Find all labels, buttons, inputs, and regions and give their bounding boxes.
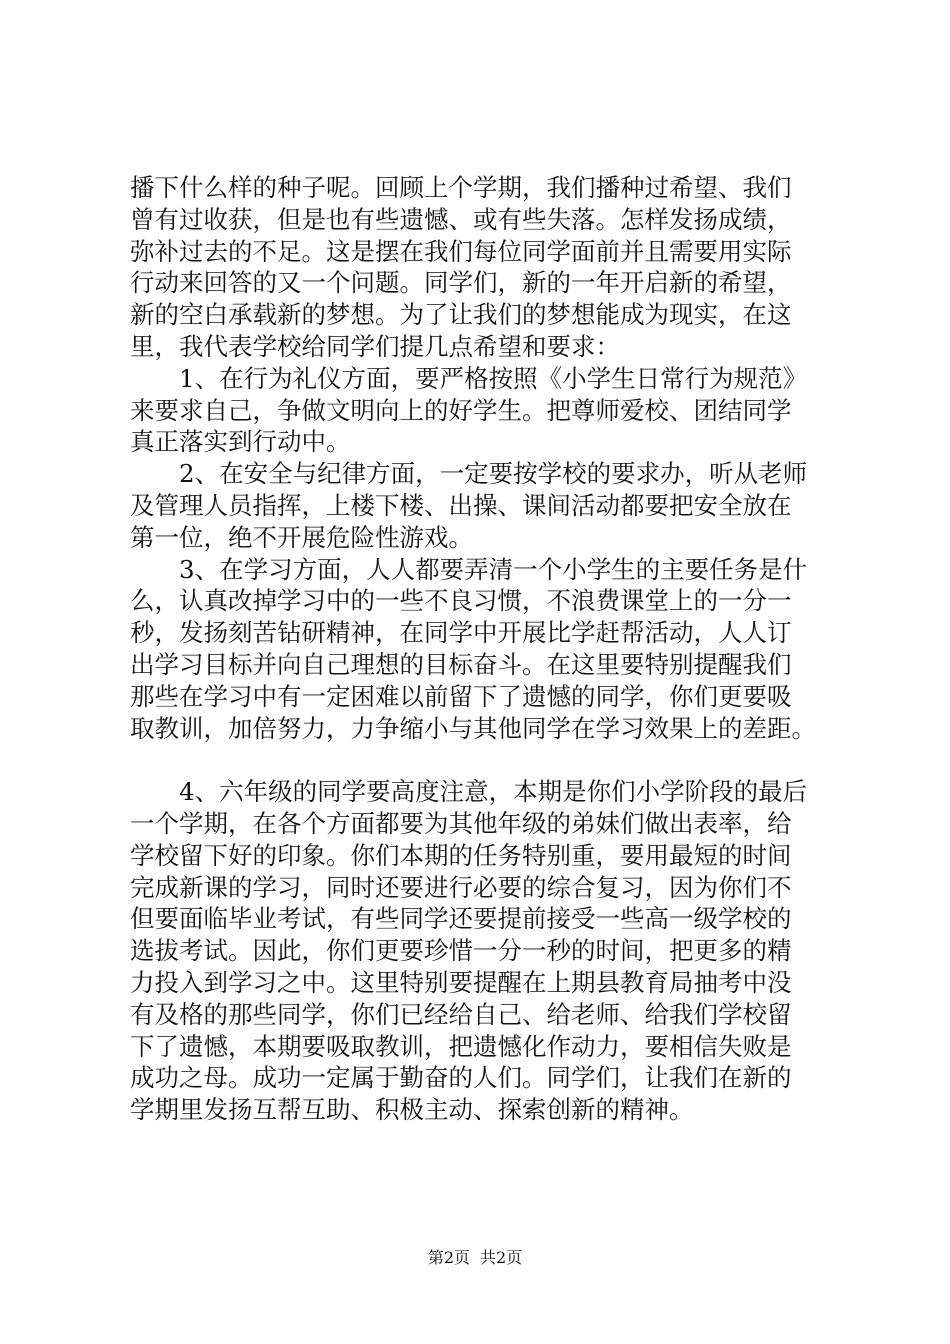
text-line: 及管理人员指挥，上楼下楼、出操、课间活动都要把安全放在 bbox=[130, 490, 792, 520]
document-body bbox=[130, 172, 830, 1126]
page-total: 共2页 bbox=[480, 1248, 523, 1267]
text-line: 4、六年级的同学要高度注意，本期是你们小学阶段的最后 bbox=[179, 777, 808, 807]
text-line: 学校留下好的印象。你们本期的任务特别重，要用最短的时间 bbox=[130, 840, 792, 870]
paragraph-gap bbox=[130, 744, 830, 776]
text-line: 但要面临毕业考试，有些同学还要提前接受一些高一级学校的 bbox=[130, 904, 792, 934]
text-line: 里，我代表学校给同学们提几点希望和要求： bbox=[130, 331, 620, 361]
text-line: 弥补过去的不足。这是摆在我们每位同学面前并且需要用实际 bbox=[130, 236, 792, 266]
page-footer bbox=[0, 1245, 950, 1268]
text-line: 真正落实到行动中。 bbox=[130, 427, 351, 457]
item-3-paragraph bbox=[130, 554, 830, 745]
text-line: 3、在学习方面，人人都要弄清一个小学生的主要任务是什 bbox=[179, 554, 808, 584]
text-line: 那些在学习中有一定困难以前留下了遗憾的同学，你们更要吸 bbox=[130, 681, 792, 711]
page-number: 第2页 bbox=[427, 1248, 470, 1267]
text-line: 播下什么样的种子呢。回顾上个学期，我们播种过希望、我们 bbox=[130, 173, 792, 202]
text-line: 力投入到学习之中。这里特别要提醒在上期县教育局抽考中没 bbox=[130, 967, 792, 997]
text-line: 一个学期，在各个方面都要为其他年级的弟妹们做出表率，给 bbox=[130, 808, 792, 838]
intro-paragraph bbox=[130, 172, 830, 363]
text-line: 学期里发扬互帮互助、积极主动、探索创新的精神。 bbox=[130, 1095, 694, 1125]
text-line: 曾有过收获，但是也有些遗憾、或有些失落。怎样发扬成绩， bbox=[130, 204, 792, 234]
text-line: 取教训，加倍努力，力争缩小与其他同学在学习效果上的差距。 bbox=[130, 713, 816, 743]
text-line: 出学习目标并向自己理想的目标奋斗。在这里要特别提醒我们 bbox=[130, 649, 792, 679]
item-4-paragraph bbox=[130, 776, 830, 1126]
text-line: 2、在安全与纪律方面，一定要按学校的要求办，听从老师 bbox=[179, 459, 808, 489]
text-line: 来要求自己，争做文明向上的好学生。把尊师爱校、团结同学 bbox=[130, 395, 792, 425]
text-line: 么，认真改掉学习中的一些不良习惯，不浪费课堂上的一分一 bbox=[130, 586, 792, 616]
text-line: 有及格的那些同学，你们已经给自己、给老师、给我们学校留 bbox=[130, 999, 792, 1029]
text-line: 成功之母。成功一定属于勤奋的人们。同学们，让我们在新的 bbox=[130, 1063, 792, 1093]
item-1-paragraph bbox=[130, 363, 830, 458]
text-line: 行动来回答的又一个问题。同学们，新的一年开启新的希望， bbox=[130, 268, 792, 298]
text-line: 新的空白承载新的梦想。为了让我们的梦想能成为现实，在这 bbox=[130, 300, 792, 330]
text-line: 第一位，绝不开展危险性游戏。 bbox=[130, 522, 473, 552]
text-line: 秒，发扬刻苦钻研精神，在同学中开展比学赶帮活动，人人订 bbox=[130, 618, 792, 648]
text-line: 选拔考试。因此，你们更要珍惜一分一秒的时间，把更多的精 bbox=[130, 936, 792, 966]
text-line: 下了遗憾，本期要吸取教训，把遗憾化作动力，要相信失败是 bbox=[130, 1031, 792, 1061]
item-2-paragraph bbox=[130, 458, 830, 553]
text-line: 1、在行为礼仪方面，要严格按照《小学生日常行为规范》 bbox=[179, 363, 808, 393]
text-line: 完成新课的学习，同时还要进行必要的综合复习，因为你们不 bbox=[130, 872, 792, 902]
